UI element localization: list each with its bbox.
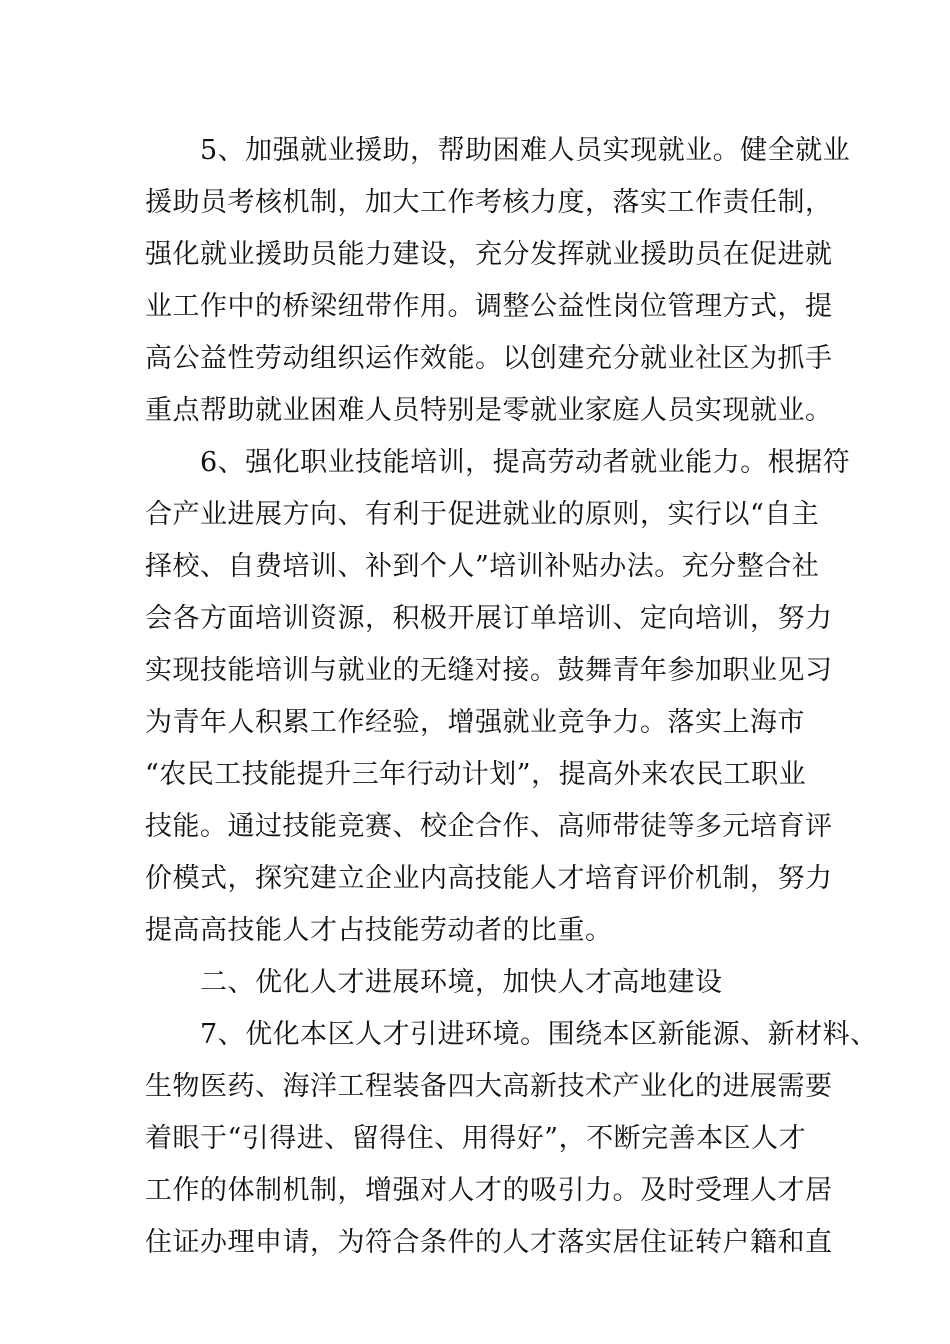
text-line: 6、强化职业技能培训，提高劳动者就业能力。根据符	[145, 447, 851, 478]
text-line: 为青年人积累工作经验，增强就业竞争力。落实上海市	[145, 707, 805, 738]
text-line: 实现技能培训与就业的无缝对接。鼓舞青年参加职业见习	[145, 655, 833, 686]
text-line: 住证办理申请，为符合条件的人才落实居住证转户籍和直	[145, 1227, 833, 1258]
text-line: 工作的体制机制，增强对人才的吸引力。及时受理人才居	[145, 1175, 833, 1206]
text-line: 5、加强就业援助，帮助困难人员实现就业。健全就业	[145, 135, 851, 166]
text-line: 高公益性劳动组织运作效能。以创建充分就业社区为抓手	[145, 343, 833, 374]
text-line: 技能。通过技能竞赛、校企合作、高师带徒等多元培育评	[145, 811, 833, 842]
text-line: 价模式，探究建立企业内高技能人才培育评价机制，努力	[145, 863, 833, 894]
text-line: 择校、自费培训、补到个人”培训补贴办法。充分整合社	[145, 551, 820, 582]
text-line: “农民工技能提升三年行动计划”，提高外来农民工职业	[145, 759, 807, 790]
text-line: 重点帮助就业困难人员特别是零就业家庭人员实现就业。	[145, 395, 833, 426]
text-line: 援助员考核机制，加大工作考核力度，落实工作责任制，	[145, 187, 833, 218]
text-line: 会各方面培训资源，积极开展订单培训、定向培训，努力	[145, 603, 833, 634]
text-line: 生物医药、海洋工程装备四大高新技术产业化的进展需要	[145, 1071, 833, 1102]
text-line: 提高高技能人才占技能劳动者的比重。	[145, 915, 613, 946]
text-line: 业工作中的桥梁纽带作用。调整公益性岗位管理方式，提	[145, 291, 833, 322]
text-line: 合产业进展方向、有利于促进就业的原则，实行以“自主	[145, 499, 820, 530]
section-heading: 二、优化人才进展环境，加快人才高地建设	[145, 967, 723, 998]
text-line: 着眼于“引得进、留得住、用得好”，不断完善本区人才	[145, 1123, 807, 1154]
text-line: 7、优化本区人才引进环境。围绕本区新能源、新材料、	[145, 1019, 878, 1050]
text-line: 强化就业援助员能力建设，充分发挥就业援助员在促进就	[145, 239, 833, 270]
